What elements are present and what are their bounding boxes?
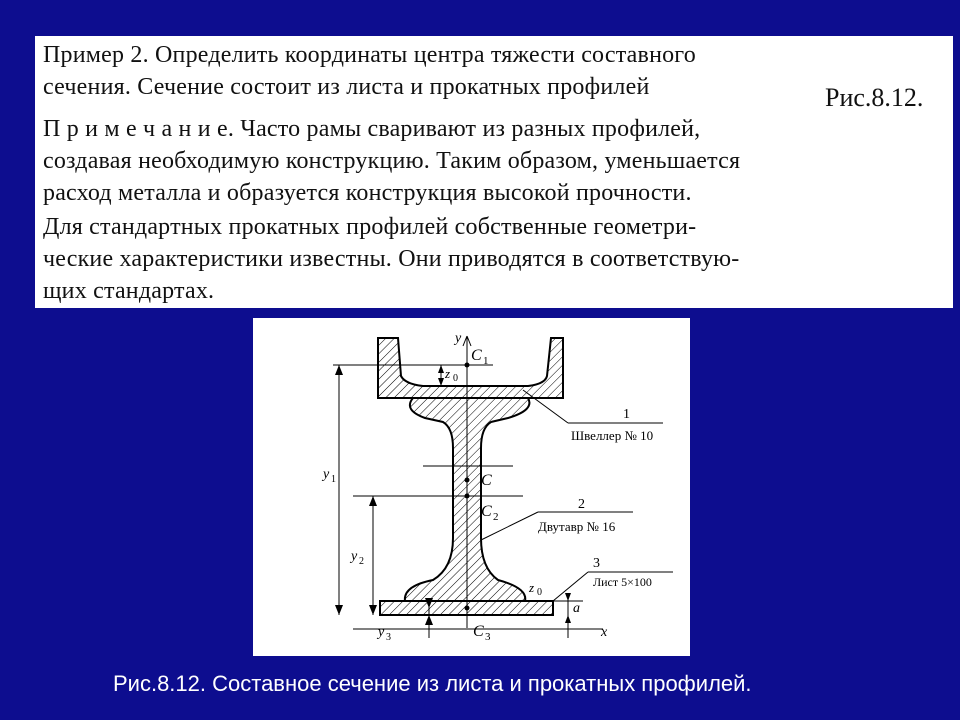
label-y1-sub: 1 bbox=[331, 474, 336, 485]
label-plate: Лист 5×100 bbox=[593, 575, 652, 589]
label-z0-bottom-sub: 0 bbox=[537, 587, 542, 598]
text-panel bbox=[35, 36, 953, 308]
centroid-c2 bbox=[465, 494, 470, 499]
text-line-8: щих стандартах. bbox=[43, 278, 215, 304]
figure-caption: Рис.8.12. Составное сечение из листа и прокатных профилей. bbox=[113, 671, 752, 696]
centroid-c1 bbox=[465, 363, 470, 368]
text-line-4: создавая необходимую конструкцию. Таким образом, уменьшается bbox=[43, 148, 741, 174]
centroid-c bbox=[465, 478, 470, 483]
text-line-1: Пример 2. Определить координаты центра тяжести составного bbox=[43, 42, 696, 68]
cross-section-diagram bbox=[253, 318, 690, 656]
label-c3: C bbox=[473, 623, 484, 640]
text-line-2: сечения. Сечение состоит из листа и прокатных профилей bbox=[43, 74, 650, 100]
label-c2: C bbox=[481, 503, 492, 520]
label-y3: y bbox=[378, 625, 385, 640]
figure-reference: Рис.8.12. bbox=[825, 83, 924, 112]
label-c1-sub: 1 bbox=[483, 355, 489, 367]
centroid-c3 bbox=[465, 606, 470, 611]
text-line-7: ческие характеристики известны. Они приводятся в соответствую- bbox=[43, 246, 740, 272]
label-channel: Швеллер № 10 bbox=[571, 428, 654, 443]
label-num-3: 3 bbox=[593, 556, 600, 571]
label-c2-sub: 2 bbox=[493, 511, 499, 523]
label-i-beam: Двутавр № 16 bbox=[538, 519, 616, 534]
label-a: a bbox=[573, 601, 580, 616]
label-x: x bbox=[601, 625, 608, 640]
label-c: C bbox=[481, 472, 492, 489]
text-line-3: П р и м е ч а н и е. Часто рамы сваривают из разных профилей, bbox=[43, 116, 701, 142]
label-y3-sub: 3 bbox=[386, 632, 391, 643]
label-num-2: 2 bbox=[578, 497, 585, 512]
label-y1: y bbox=[323, 467, 330, 482]
label-num-1: 1 bbox=[623, 407, 630, 422]
label-z0-bottom: z bbox=[529, 580, 535, 595]
label-z0-top-sub: 0 bbox=[453, 373, 458, 384]
label-c1: C bbox=[471, 347, 482, 364]
text-line-5: расход металла и образуется конструкция высокой прочности. bbox=[43, 180, 692, 206]
label-y: y bbox=[455, 331, 462, 346]
text-line-6: Для стандартных прокатных профилей собственные геометри- bbox=[43, 214, 697, 240]
label-y2-sub: 2 bbox=[359, 556, 364, 567]
label-c3-sub: 3 bbox=[485, 631, 491, 643]
label-z0-top: z bbox=[445, 366, 451, 381]
label-y2: y bbox=[351, 549, 358, 564]
figure-panel bbox=[253, 318, 690, 656]
